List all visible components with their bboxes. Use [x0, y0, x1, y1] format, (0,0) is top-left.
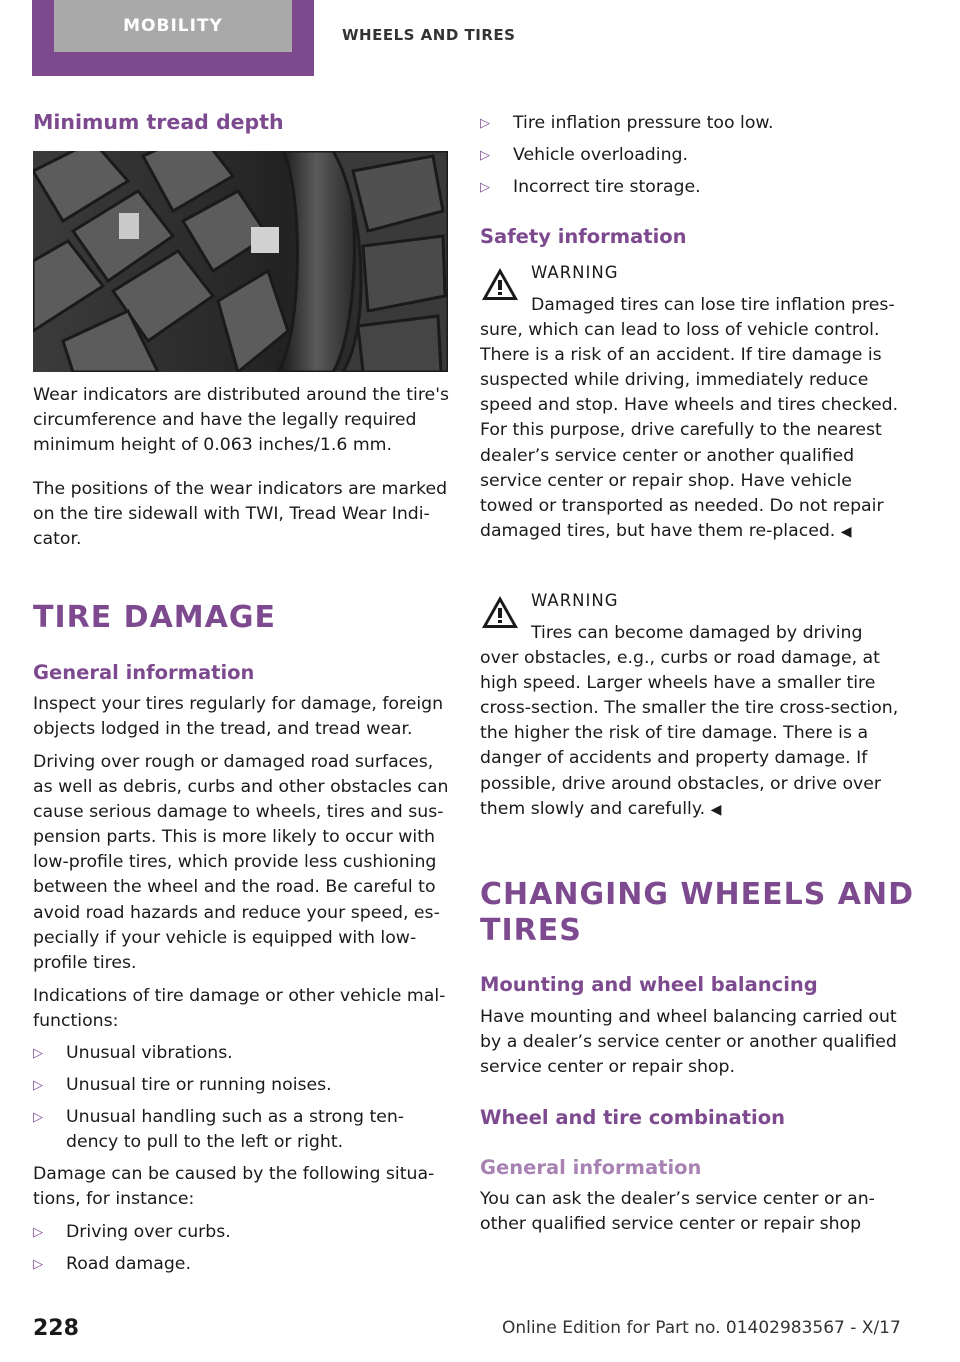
tire-damage-title: TIRE DAMAGE: [33, 600, 276, 635]
triangle-right-icon: ▷: [480, 148, 490, 163]
list-item: ▷ Vehicle overloading.: [480, 143, 900, 168]
triangle-right-icon: ▷: [33, 1110, 43, 1125]
list-item: ▷ Unusual tire or running noises.: [33, 1073, 450, 1098]
triangle-right-icon: ▷: [33, 1225, 43, 1240]
triangle-right-icon: ▷: [480, 180, 490, 195]
list-item: ▷ Driving over curbs.: [33, 1220, 450, 1245]
list-item: ▷ Unusual vibrations.: [33, 1041, 450, 1066]
triangle-right-icon: ▷: [33, 1078, 43, 1093]
edition-text: Online Edition for Part no. 01402983567 - X/17: [502, 1318, 901, 1338]
tire-damage-general-heading: General information: [33, 661, 255, 684]
tire-damage-paragraph-4: Damage can be caused by the following situa-tions, for instance:: [33, 1164, 435, 1210]
tire-damage-paragraph-3: Indications of tire damage or other vehicle mal-functions:: [33, 986, 446, 1032]
triangle-right-icon: ▷: [480, 116, 490, 131]
tire-tread-image: [33, 151, 448, 372]
mounting-text: Have mounting and wheel balancing carried out by a dealer’s service center or another qualified service center or repair shop.: [480, 1007, 897, 1078]
combination-heading: Wheel and tire combination: [480, 1106, 785, 1129]
list-item: ▷ Unusual handling such as a strong ten-dency to pull to the left or right.: [33, 1107, 405, 1153]
combination-general-heading: General information: [480, 1156, 702, 1179]
warning-body: Damaged tires can lose tire inflation pres- sure, which can lead to loss of vehicle control. There is a risk of an accident. If tire damage is suspected while driving, immediately reduce speed and stop. Have wheels and tires checked. For this purpose, drive carefully to the nearest dealer’s service center or another qualified service center or repair shop. Have vehicle towed or transported as needed. Do not repair damaged tires, but have them re-placed. ◀: [480, 295, 899, 541]
tire-damage-paragraph-1: Inspect your tires regularly for damage, foreign objects lodged in the tread, and tread wear.: [33, 694, 444, 740]
chapter-tab-label: WHEELS AND TIRES: [342, 26, 516, 44]
warning-title: WARNING: [531, 591, 619, 610]
changing-title-line-2: TIRES: [480, 913, 582, 948]
changing-title-line-1: CHANGING WHEELS AND: [480, 877, 914, 912]
triangle-right-icon: ▷: [33, 1046, 43, 1061]
tire-damage-paragraph-2: Driving over rough or damaged road surfaces, as well as debris, curbs and other obstacles can cause serious damage to wheels, tires and sus-pension parts. This is more likely to occur with low-profile tires, which provide less cushioning between the wheel and the road. Be careful to avoid road hazards and reduce your speed, es-pecially if your vehicle is equipped with low-profile tires.: [33, 752, 449, 973]
min-tread-paragraph-1: Wear indicators are distributed around the tire's circumference and have the legally required minimum height of 0.063 inches/1.6 mm.: [33, 385, 449, 456]
min-tread-paragraph-2: The positions of the wear indicators are marked on the tire sidewall with TWI, Tread Wear Indi-cator.: [33, 479, 448, 550]
combination-general-text: You can ask the dealer’s service center or an-other qualified service center or repair shop: [480, 1189, 875, 1235]
list-item: ▷ Incorrect tire storage.: [480, 175, 900, 200]
page-number: 228: [33, 1316, 79, 1341]
end-mark-icon: ◀: [710, 801, 722, 818]
safety-heading: Safety information: [480, 225, 687, 248]
section-tab-label: MOBILITY: [54, 0, 292, 52]
warning-title: WARNING: [531, 263, 619, 282]
list-item: ▷ Tire inflation pressure too low.: [480, 111, 900, 136]
mounting-heading: Mounting and wheel balancing: [480, 973, 818, 996]
min-tread-heading: Minimum tread depth: [33, 110, 284, 134]
list-item: ▷ Road damage.: [33, 1252, 450, 1277]
section-tab: [32, 0, 314, 76]
triangle-right-icon: ▷: [33, 1257, 43, 1272]
warning-body: Tires can become damaged by driving over obstacles, e.g., curbs or road damage, at high speed. Larger wheels have a smaller tire cross-section. The smaller the tire cross-section, the higher the risk of tire damage. There is a danger of accidents and property damage. If possible, drive around obstacles, or drive over them slowly and carefully. ◀: [480, 623, 899, 819]
end-mark-icon: ◀: [840, 523, 852, 540]
